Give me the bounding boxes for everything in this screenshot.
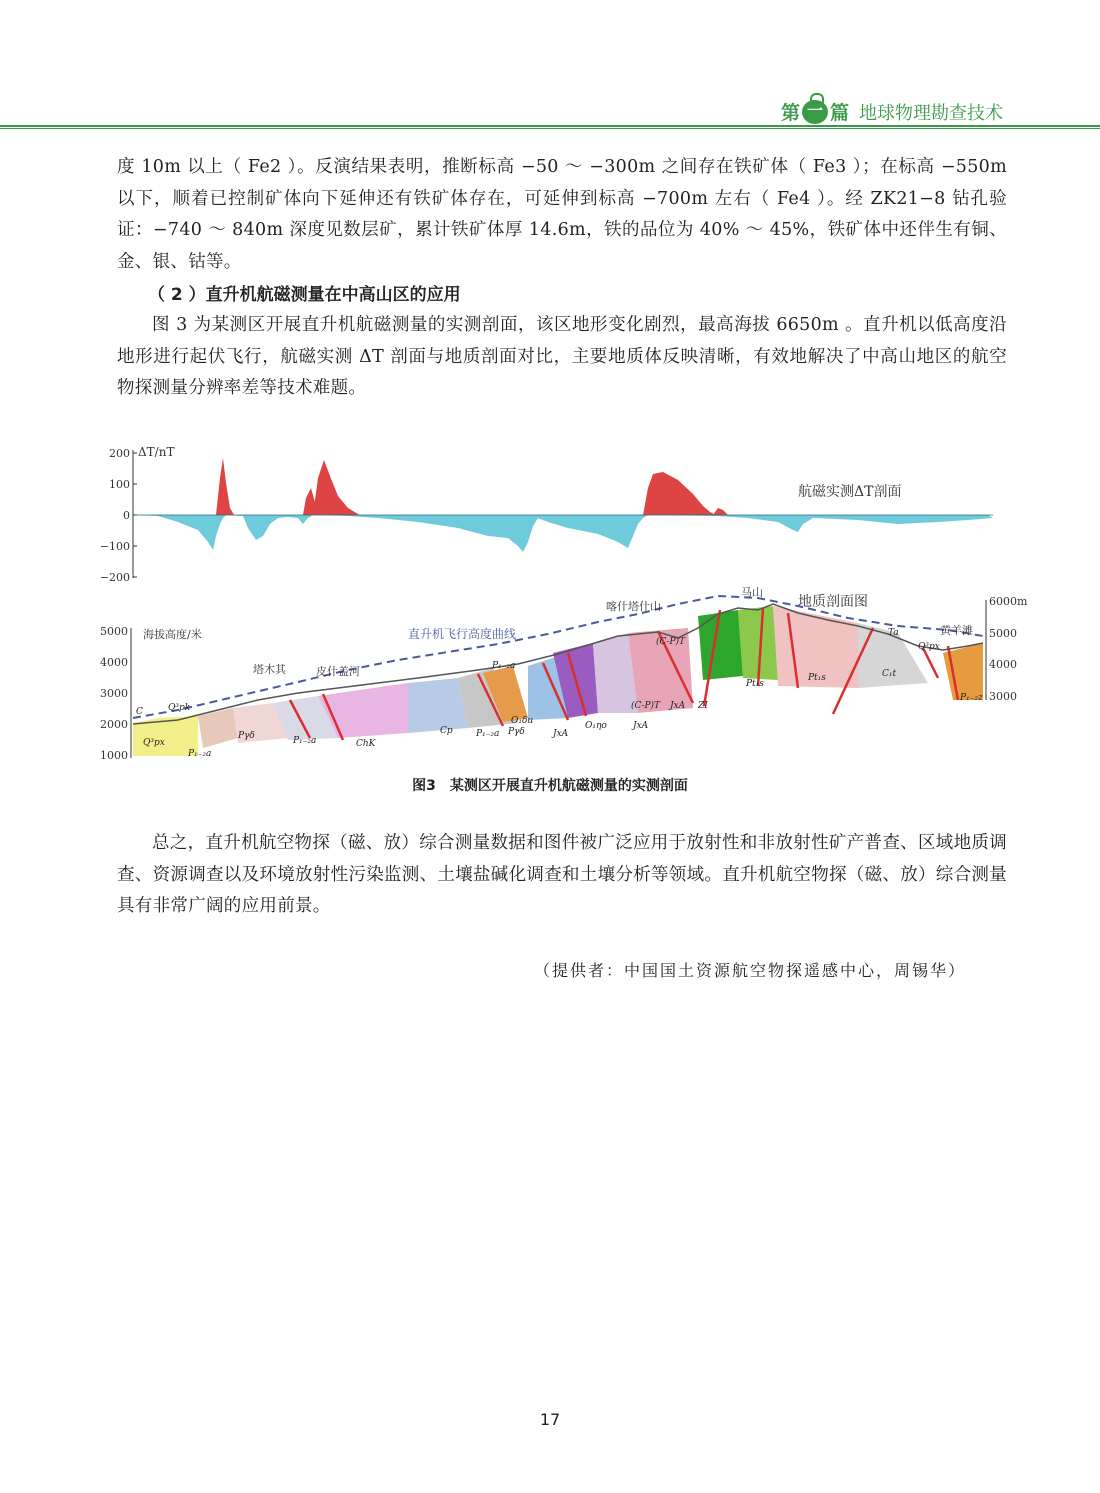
unit-label-cpt-b: (C-P)T	[656, 637, 686, 647]
figure-caption: 图3 某测区开展直升机航磁测量的实测剖面	[412, 778, 688, 794]
unit-label-cp: Cp	[440, 726, 453, 736]
unit-label-pt1s-a: Pt₁s	[746, 679, 764, 689]
alt-tick-5000: 5000	[100, 625, 128, 638]
paragraph-3: 总之，直升机航空物探（磁、放）综合测量数据和图件被广泛应用于放射性和非放射性矿产普查、区域地质调查、资源调查以及环境放射性污染监测、土壤盐碱化调查和土壤分析等领域。直升机航空物探（磁、放）综合测量具有非常广阔的应用前景。	[117, 833, 1007, 916]
dt-axis-title: ΔT/nT	[138, 445, 175, 459]
geo-panel-title: 地质剖面图	[798, 594, 868, 610]
header-rule-thin	[0, 128, 1100, 129]
unit-label-p12z: P₁₋₂z	[960, 693, 983, 703]
alt-right-5000: 5000	[989, 627, 1017, 640]
place-tamuqi: 塔木其	[253, 663, 286, 676]
unit-label-jxa-c: JxA	[670, 701, 686, 711]
unit-label-p12a-a: P₁₋₂a	[188, 749, 212, 759]
dt-tick-neg100: −100	[99, 540, 130, 553]
alt-right-4000: 4000	[989, 658, 1017, 671]
place-kashitashi: 喀什塔什山	[606, 600, 661, 613]
unit-label-cpt-a: (C-P)T	[631, 701, 661, 711]
dt-positive-area	[216, 458, 728, 515]
section-heading: （ 2 ）直升机航磁测量在中高山区的应用	[148, 285, 461, 305]
dt-tick-neg200: −200	[99, 571, 130, 584]
unit-label-p12a-b: P₁₋₂a	[293, 736, 317, 746]
unit-label-c: C	[136, 707, 143, 717]
unit-label-o1no: O₁ηo	[585, 721, 607, 731]
unit-label-zi: ZI	[698, 701, 708, 711]
profile-figure-svg	[98, 438, 1028, 768]
credit-line: （提供者：中国国土资源航空物探遥感中心，周锡华）	[533, 961, 966, 980]
alt-right-6000: 6000m	[989, 595, 1028, 608]
chapter-prefix: 第	[781, 102, 801, 124]
delta-t-panel	[100, 445, 993, 584]
figure-3	[98, 438, 1028, 768]
geology-panel	[100, 586, 1028, 762]
dt-profile-label: 航磁实测ΔT剖面	[798, 484, 902, 500]
flight-curve-label: 直升机飞行高度曲线	[408, 627, 517, 641]
altitude-axis-title: 海拔高度/米	[143, 628, 202, 641]
page-number: 17	[539, 1410, 561, 1429]
unit-label-qpx-b: Q³px	[918, 642, 940, 652]
unit-label-qpk: Q³pk	[168, 703, 191, 713]
unit-label-c1t: C₁t	[882, 669, 897, 679]
unit-label-odu: O₁δu	[511, 716, 534, 726]
unit-label-jxa-a: JxA	[553, 729, 569, 739]
place-pishigaihe: 皮什盖河	[316, 665, 360, 678]
paragraph-1: 度 10m 以上（ Fe2 ）。反演结果表明，推断标高 −50 ～ −300m 之间存在铁矿体（ Fe3 ）；在标高 −550m 以下，顺着已控制矿体向下延伸还有铁矿体存在，可延伸到标高 −700m 左右（ Fe4 ）。经 ZK21−8 钻孔验证：−740 ～ 840m 深度见数层矿，累计铁矿体厚 14.6m，铁的品位为 40% ～ 45%，铁矿体中还伴生有铜、金、银、钴等。	[117, 157, 1007, 272]
unit-cp	[408, 678, 468, 733]
dt-negative-area	[135, 515, 993, 552]
alt-right-3000: 3000	[989, 690, 1017, 703]
unit-label-qpx: Q³px	[143, 738, 165, 748]
unit-label-chk: ChK	[356, 739, 376, 749]
unit-label-jxa-b: JxA	[633, 721, 649, 731]
chapter-suffix: 篇	[830, 102, 850, 124]
unit-label-p12a-d: P₁₋₂a	[492, 661, 516, 671]
unit-label-pgd-b: Pγδ	[508, 727, 525, 737]
alt-tick-2000: 2000	[100, 718, 128, 731]
place-huangyangtan: 黄羊滩	[940, 624, 973, 637]
chapter-title: 地球物理勘查技术	[859, 102, 1004, 124]
chapter-label	[781, 98, 1003, 125]
dt-tick-100: 100	[109, 478, 130, 491]
header-rule	[0, 125, 1100, 127]
unit-zi	[698, 610, 743, 680]
running-header	[0, 96, 1100, 130]
alt-tick-4000: 4000	[100, 656, 128, 669]
unit-label-p12a-c: P₁₋₂a	[476, 729, 500, 739]
unit-label-pt1s-b: Pt₁s	[808, 673, 826, 683]
dt-tick-0: 0	[123, 509, 130, 522]
alt-tick-3000: 3000	[100, 687, 128, 700]
chapter-number-badge: 一	[802, 100, 828, 124]
paragraph-2: 图 3 为某测区开展直升机航磁测量的实测剖面，该区地形变化剧烈，最高海拔 6650m 。直升机以低高度沿地形进行起伏飞行，航磁实测 ΔT 剖面与地质剖面对比，主要地质体反映清晰，有效地解决了中高山地区的航空物探测量分辨率差等技术难题。	[117, 315, 1007, 398]
unit-label-pgd-a: Pγδ	[238, 731, 255, 741]
unit-label-ta: Ta	[888, 628, 899, 638]
place-mashan: 马山	[741, 586, 763, 599]
dt-tick-200: 200	[109, 447, 130, 460]
alt-tick-1000: 1000	[100, 749, 128, 762]
